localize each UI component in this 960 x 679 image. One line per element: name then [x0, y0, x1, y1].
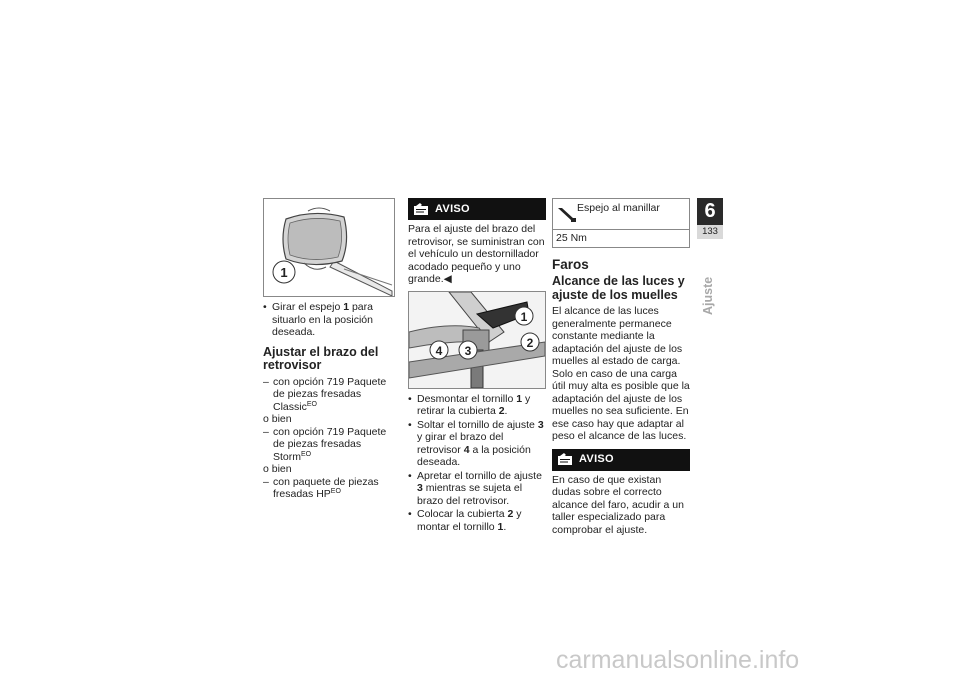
torque-label: Espejo al manillar: [577, 202, 660, 214]
body-text: El alcance de las luces generalmente permanece constante mediante la adaptación del ajuste de los muelles al estado de carga. Solo en caso de una carga útil muy alta es posible que la adaptación del ajuste de los muelles no sea suficiente. En ese caso hay que adaptar al peso el alcance de las luces.: [552, 305, 690, 442]
figure-label-4: 4: [435, 343, 443, 358]
column-3: [552, 198, 690, 536]
column-1: [263, 198, 395, 501]
torque-tool-icon: [556, 205, 578, 225]
step-rotate-mirror: • Girar el espejo 1 para situarlo en la posición deseada.: [263, 301, 395, 339]
page-number: 133: [697, 225, 723, 239]
chapter-number: 6: [697, 198, 723, 225]
subheading-headlight-range: Alcance de las luces y ajuste de los muelles: [552, 274, 685, 302]
chapter-title: Ajuste: [701, 276, 715, 315]
figure-label-3: 3: [464, 343, 472, 358]
or-text: o bien: [263, 463, 292, 475]
arm-figure: [408, 291, 546, 389]
wrench-book-icon: [413, 203, 429, 216]
arm-illustration: [409, 292, 545, 388]
option-classic: – con opción 719 Paquete de piezas fresadas Classic$^{EO}$: [263, 376, 395, 414]
figure-label-1: 1: [280, 265, 288, 280]
step-refit-cover: • Colocar la cubierta 2 y montar el tornillo 1.: [408, 508, 546, 533]
option-hp: – con paquete de piezas fresadas $HP^{EO}$: [263, 476, 395, 501]
watermark: carmanualsonline.info: [556, 646, 800, 674]
mirror-illustration: [264, 199, 394, 296]
step-loosen-screw: • Soltar el tornillo de ajuste 3 y girar el brazo del retrovisor 4 a la posición deseada.: [408, 419, 546, 469]
aviso-banner: AVISO: [408, 198, 546, 220]
aviso-text: En caso de que existan dudas sobre el correcto alcance del faro, acudir a un taller especializado para comprobar el ajuste.: [552, 473, 684, 536]
aviso-text: Para el ajuste del brazo del retrovisor, se suministran con el vehículo un destornillador acodado pequeño y uno grande.◀: [408, 223, 545, 285]
torque-row-label: [553, 199, 689, 230]
aviso-banner: AVISO: [552, 449, 690, 471]
end-mark-icon: ◀: [443, 273, 452, 285]
chapter-tab: [697, 198, 723, 239]
figure-label-1: 1: [520, 309, 528, 324]
step-tighten-screw: • Apretar el tornillo de ajuste 3 mientras se sujeta el brazo del retrovisor.: [408, 470, 546, 508]
section-title: Faros: [552, 256, 589, 272]
torque-table: [552, 198, 690, 248]
mirror-figure: [263, 198, 395, 297]
figure-label-2: 2: [526, 335, 534, 350]
column-2: [408, 198, 546, 534]
or-text: o bien: [263, 413, 292, 425]
torque-value: 25 Nm: [556, 232, 587, 244]
option-storm: – con opción 719 Paquete de piezas fresadas Storm$^{EO}$: [263, 426, 395, 464]
step-remove-screw: • Desmontar el tornillo 1 y retirar la cubierta 2.: [408, 393, 546, 418]
heading-adjust-arm: Ajustar el brazo del retrovisor: [263, 344, 379, 372]
wrench-book-icon: [557, 453, 573, 466]
